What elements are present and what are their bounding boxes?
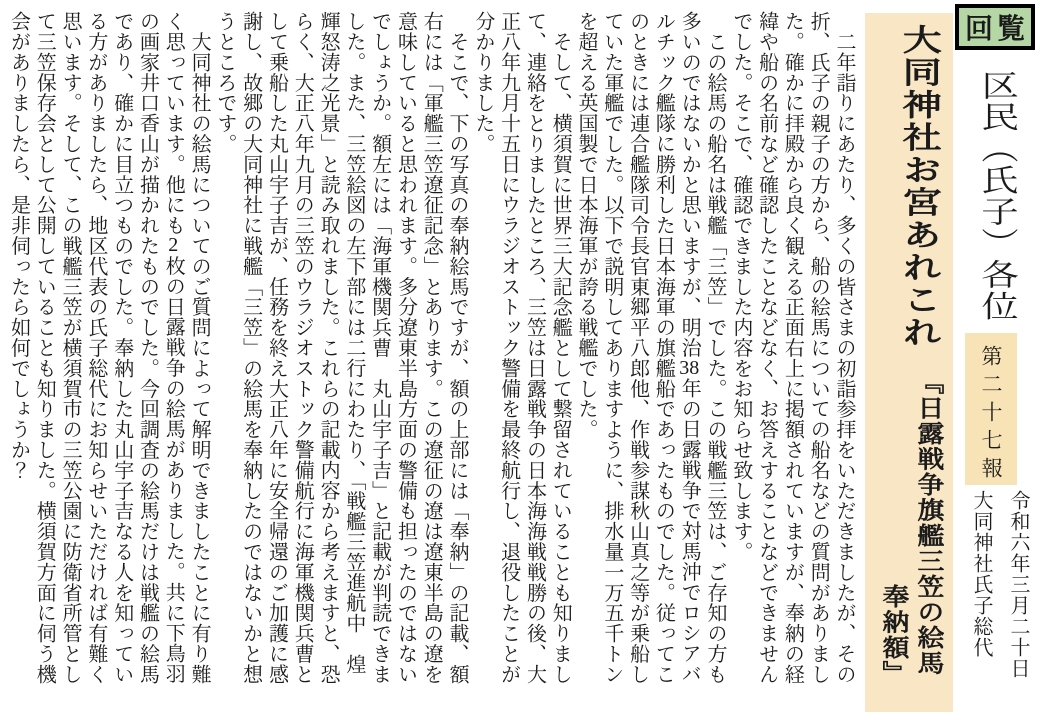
- body-column: 折、氏子の親子の方から、船の絵馬についての船名などの質問がありまし: [807, 11, 830, 685]
- body-column: た。確かに拝殿から良く観える正面右上に掲額されていますが、奉納の経: [781, 11, 804, 685]
- body-column: 多いのではないかと思いますが、明治38年の日露戦争で対馬沖でロシアバ: [678, 11, 701, 684]
- body-column: 大同神社の絵馬についてのご質問によって解明できましたことに有り難: [188, 11, 211, 685]
- body-column: そして、横須賀に世界三大記念艦として繋留されていることも知りまし: [549, 11, 572, 685]
- article-body: [4, 11, 856, 717]
- issuer-name: 大同神社氏子総代: [970, 490, 992, 658]
- date-author-block: [962, 490, 1036, 679]
- body-column: した。また、三笠絵図の左下部には二行にわたり、「戦艦三笠進航中 煌: [342, 11, 365, 675]
- body-column: のときには連合艦隊司令長官東郷平八郎他、作戦参謀秋山真之等が乗船し: [626, 11, 649, 685]
- body-column: 右には「軍艦三笠遼征記念」とあります。この遼征の遼は遼東半島の遼を: [420, 11, 443, 685]
- circulation-stamp-label: 回覧: [964, 14, 1029, 45]
- body-column: この絵馬の船名は戦艦「三笠」でした。この戦艦三笠は、ご存知の方も: [704, 11, 727, 685]
- article-subtitle-line2: 奉納額』: [877, 584, 907, 686]
- body-column: く思っています。他にも2枚の日露戦争の絵馬がありました。共に下鳥羽: [162, 11, 185, 684]
- body-column: 緯や船の名前など確認したことなどなく、お答えすることなどできません: [755, 11, 778, 685]
- issue-number-label: 第二十七報: [979, 345, 1003, 485]
- body-column: 会がありましたら、是非伺ったら如何でしょうか？: [7, 11, 30, 481]
- body-column: 輝怒涛之光景」と読み取れました。これらの記載内容から考えますと、恐: [317, 11, 340, 685]
- body-column: 分かりました。: [471, 11, 494, 154]
- body-column: ルチック艦隊に勝利した日本海軍の旗艦船であったものでした。従ってこ: [652, 11, 675, 685]
- body-column: る方がありましたら、地区代表の氏子総代にお知らせいただければ有難く: [84, 11, 107, 685]
- issue-number-badge: [965, 333, 1017, 485]
- addressee-heading: 区民（氏子）各位: [975, 70, 1017, 322]
- body-column: らく、大正八年九月の三笠のウラジオストック警備航行に海軍機関兵曹と: [291, 11, 314, 685]
- issue-date: 令和六年三月二十日: [1007, 490, 1029, 679]
- body-column: 意味していると思われます。多分遼東半島方面の警備も担ったのではない: [394, 11, 417, 685]
- body-column: そこで、下の写真の奉納絵馬ですが、額の上部には「奉納」の記載、額: [446, 11, 469, 685]
- body-column: でしょうか。額左には「海軍機関兵曹 丸山宇子吉」と記載が判読できま: [368, 11, 391, 685]
- article-subtitle-line1: 『日露戦争旗艦三笠の絵馬: [912, 370, 942, 676]
- body-column: して乗船した丸山宇子吉が、任務を終え大正八年に安全帰還のご加護に感: [265, 11, 288, 685]
- body-column: 思います。そして、この戦艦三笠が横須賀市の三笠公園に防衛省所管とし: [59, 11, 82, 685]
- body-column: うところです。: [213, 11, 236, 154]
- body-column: て、連絡をとりましたところ、三笠は日露戦争の日本海海戦戦勝の後、大: [523, 11, 546, 685]
- body-column: 正八年九月十五日にウラジオストック警備を最終航行し、退役したことが: [497, 11, 520, 685]
- body-column: 謝し、故郷の大同神社に戦艦「三笠」の絵馬を奉納したのではないかと想: [239, 11, 262, 685]
- body-column: ていた軍艦でした。以下で説明してありますように、排水量一万五千トン: [600, 11, 623, 685]
- body-column: の画家井口香山が描かれたものでした。今回調査の絵馬だけは戦艦の絵馬: [136, 11, 159, 685]
- body-column: でした。そこで、確認できました内容をお知らせ致します。: [729, 11, 752, 562]
- body-column: であり、確かに目立つものでした。奉納した丸山宇子吉なる人を知ってい: [110, 11, 133, 685]
- body-column: を超える英国製で日本海軍が誇る戦艦でした。: [575, 11, 598, 440]
- body-column: 二年詣りにあたり、多くの皆さまの初詣参拝をいただきましたが、その: [833, 11, 855, 685]
- article-title: 大同神社お宮あれこれ: [896, 24, 940, 349]
- circulation-stamp: [955, 4, 1035, 50]
- body-column: て三笠保存会として公開していることも知りました。横須賀方面に伺う機: [33, 11, 56, 685]
